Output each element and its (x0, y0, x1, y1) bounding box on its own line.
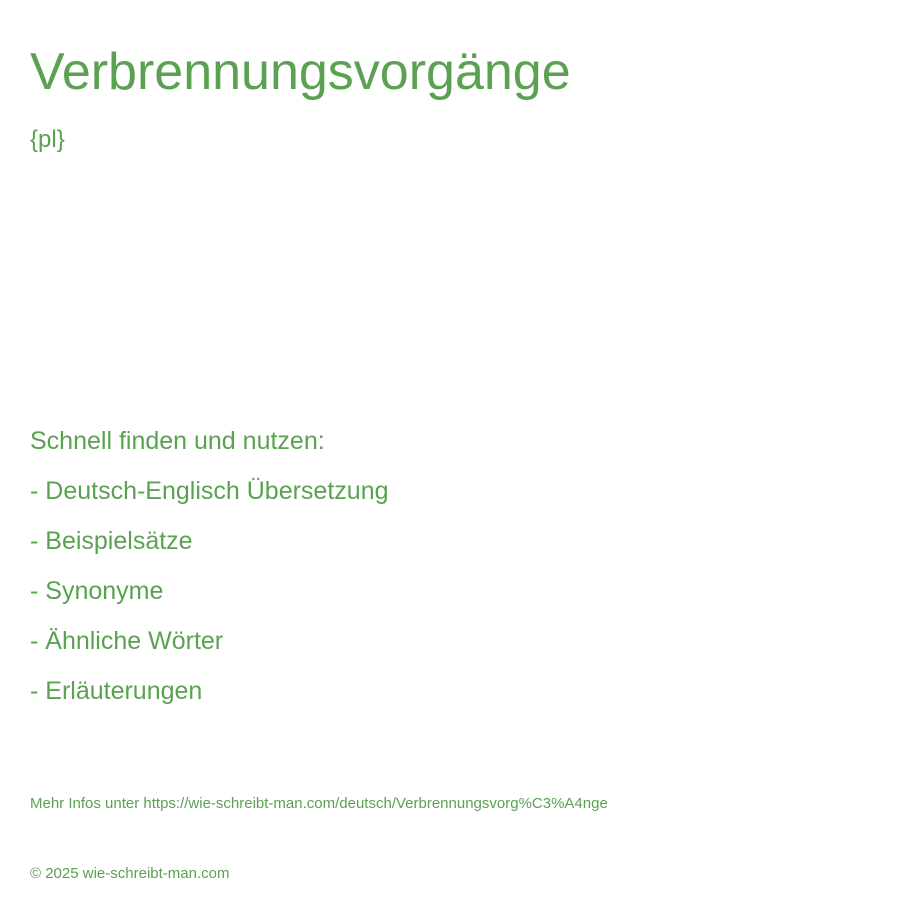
feature-item-translation: - Deutsch-Englisch Übersetzung (30, 477, 389, 505)
more-info-prefix: Mehr Infos unter (30, 795, 144, 812)
features-heading: Schnell finden und nutzen: (30, 427, 325, 455)
more-info-line (30, 794, 608, 814)
grammar-label: {pl} (30, 126, 65, 153)
feature-list (30, 474, 389, 724)
more-info-link[interactable]: https://wie-schreibt-man.com/deutsch/Verbrennungsvorg%C3%A4nge (143, 795, 608, 812)
features-section (30, 424, 389, 724)
feature-item-example-sentences: - Beispielsätze (30, 527, 193, 555)
feature-item-explanations: - Erläuterungen (30, 677, 203, 705)
feature-item-synonyms: - Synonyme (30, 577, 164, 605)
feature-item-similar-words: - Ähnliche Wörter (30, 627, 224, 655)
copyright: © 2025 wie-schreibt-man.com (30, 865, 230, 882)
page-title: Verbrennungsvorgänge (30, 43, 571, 101)
